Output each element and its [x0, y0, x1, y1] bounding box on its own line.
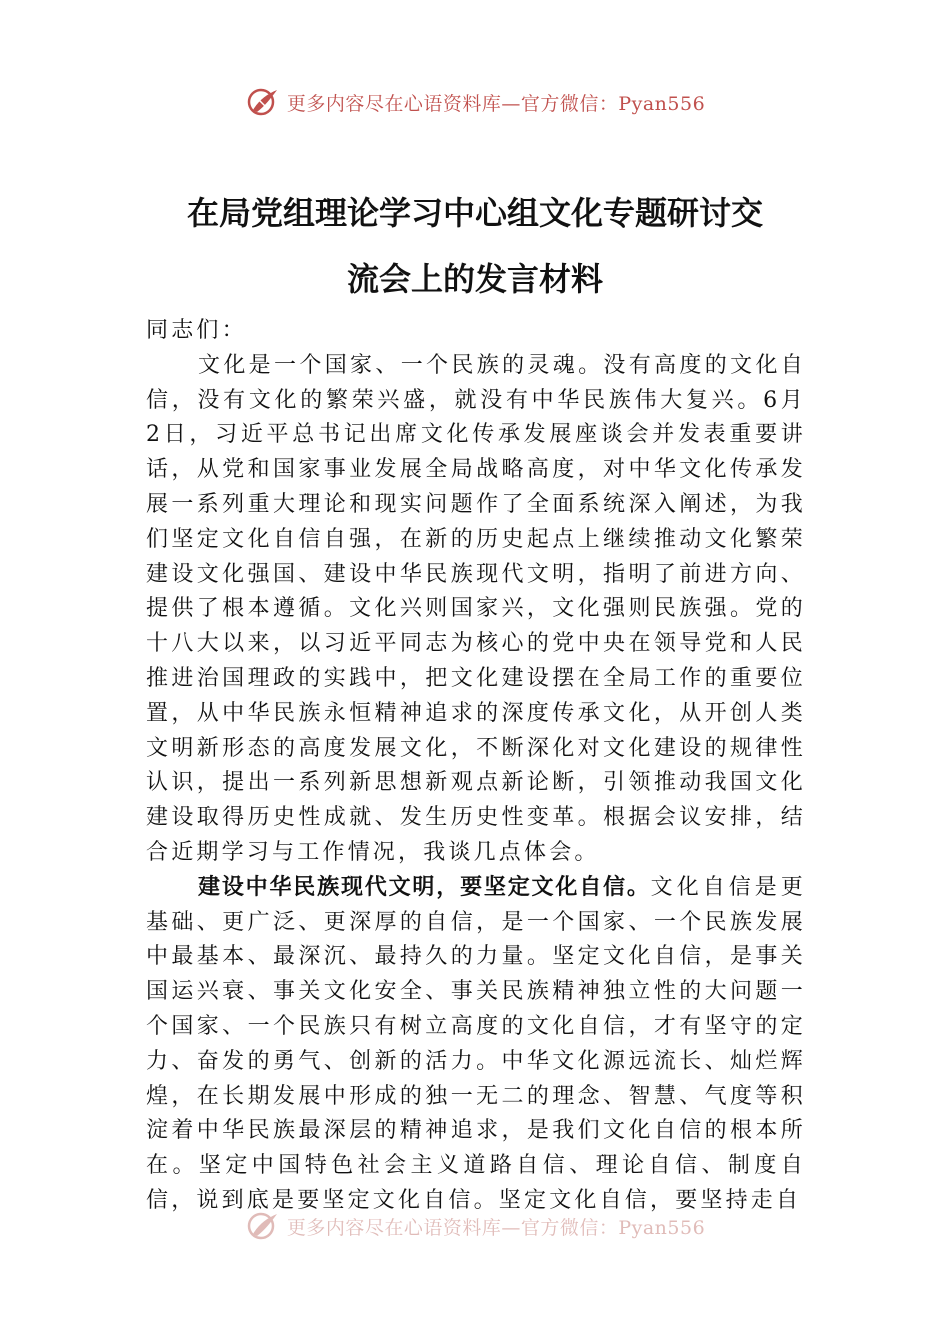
paragraph-lead-heading: 建设中华民族现代文明，要坚定文化自信。 [198, 874, 651, 900]
title-line-2: 流会上的发言材料 [346, 260, 603, 298]
header-watermark-banner [0, 82, 950, 122]
watermark-text: 更多内容尽在心语资料库—官方微信：Pyan556 [286, 92, 706, 115]
library-logo-icon [245, 84, 281, 120]
paragraph-intro: 文化是一个国家、一个民族的灵魂。没有高度的文化自信，没有文化的繁荣兴盛，就没有中华民族伟大复兴。6月2日，习近平总书记出席文化传承发展座谈会并发表重要讲话，从党和国家事业发展全局战略高度，对中华文化传承发展一系列重大理论和现实问题作了全面系统深入阐述，为我们坚定文化自信自强，在新的历史起点上继续推动文化繁荣建设文化强国、建设中华民族现代文明，指明了前进方向、提供了根本遵循。文化兴则国家兴，文化强则民族强。党的十八大以来，以习近平同志为核心的党中央在领导党和人民推进治国理政的实践中，把文化建设摆在全局工作的重要位置，从中华民族永恒精神追求的深度传承文化，从开创人类文明新形态的高度发展文化，不断深化对文化建设的规律性认识，提出一系列新思想新观点新论断，引领推动我国文化建设取得历史性成就、发生历史性变革。根据会议安排，结合近期学习与工作情况，我谈几点体会。 [146, 352, 806, 865]
library-logo-icon [245, 1208, 281, 1244]
title-line-1: 在局党组理论学习中心组文化专题研讨交 [186, 194, 763, 232]
document-body [146, 314, 806, 1219]
salutation: 同志们： [146, 318, 247, 343]
watermark-text: 更多内容尽在心语资料库—官方微信：Pyan556 [286, 1216, 706, 1239]
document-title [120, 180, 830, 312]
paragraph-body: 文化自信是更基础、更广泛、更深厚的自信，是一个国家、一个民族发展中最基本、最深沉、最持久的力量。坚定文化自信，是事关国运兴衰、事关文化安全、事关民族精神独立性的大问题一个国家、一个民族只有树立高度的文化自信，才有坚守的定力、奋发的勇气、创新的活力。中华文化源远流长、灿烂辉煌，在长期发展中形成的独一无二的理念、智慧、气度等积淀着中华民族最深层的精神追求，是我们文化自信的根本所在。坚定中国特色社会主义道路自信、理论自信、制度自信，说到底是要坚定文化自信。坚定文化自信，要坚持走自 [146, 874, 806, 1213]
footer-watermark-banner [0, 1206, 950, 1246]
paragraph-cultural-confidence [146, 871, 806, 1219]
